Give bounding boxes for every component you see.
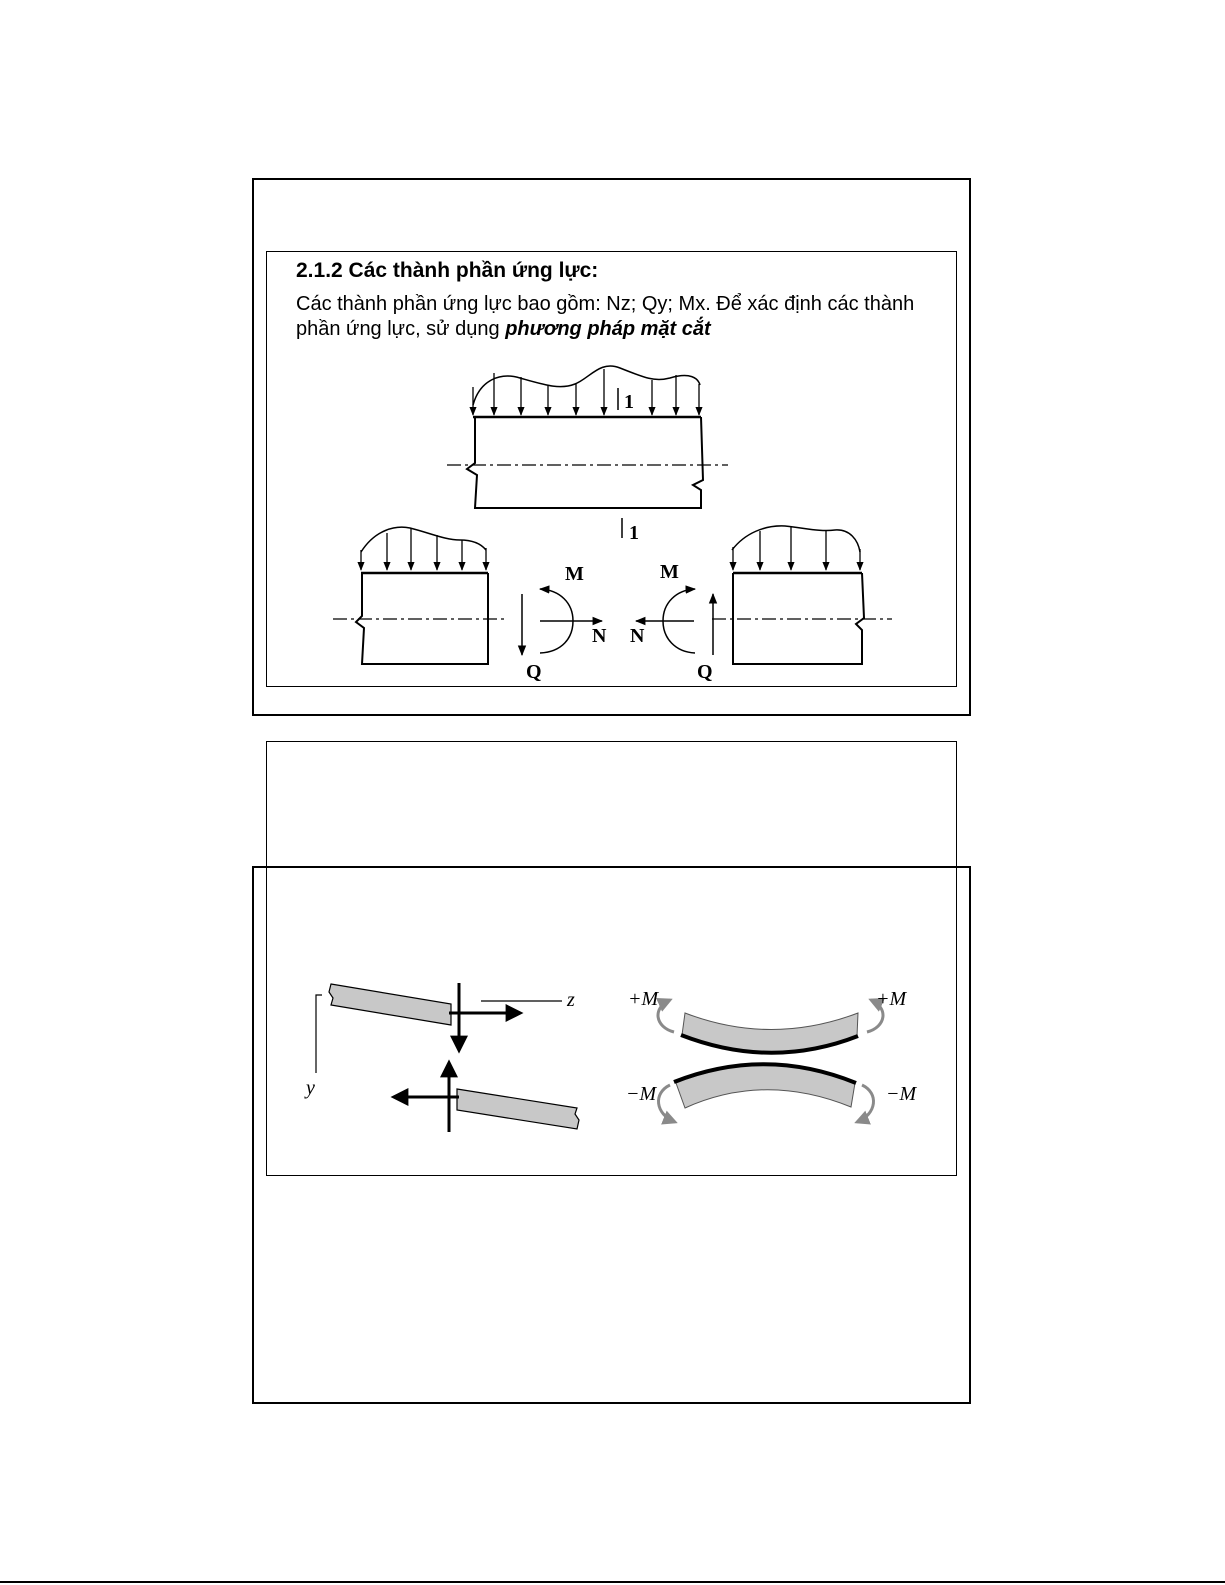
y-axis-label: y <box>306 1077 315 1099</box>
plus-m-label-left: +M <box>628 988 659 1010</box>
minus-m-arrow-left <box>659 1085 675 1122</box>
y-axis <box>316 995 322 1073</box>
moment-label-left: M <box>565 563 584 585</box>
normal-label-right: N <box>630 625 645 647</box>
normal-label-left: N <box>592 625 607 647</box>
section-heading: 2.1.2 Các thành phần ứng lực: <box>296 259 599 282</box>
plus-m-arrow-left <box>658 1000 674 1032</box>
minus-m-label-left: −M <box>626 1083 657 1105</box>
section-label-top: 1 <box>624 391 634 413</box>
shear-sign-left <box>316 983 579 1132</box>
moment-label-right: M <box>660 561 679 583</box>
page-bottom-rule <box>0 1581 1225 1583</box>
minus-m-label-right: −M <box>886 1083 917 1105</box>
intro-text: Các thành phần ứng lực bao gồm: Nz; Qy; Mx. Để xác định các thành phần ứng lực, sử dụng <box>296 293 915 340</box>
positive-moment-beam <box>682 1013 858 1053</box>
plus-m-label-right: +M <box>876 988 907 1010</box>
section-label-bottom: 1 <box>629 522 639 544</box>
shear-label-left: Q <box>526 661 542 683</box>
method-emphasis: phương pháp mặt cắt <box>505 318 711 340</box>
moment-sign-right <box>658 1000 883 1122</box>
beam-segment-lower <box>457 1089 579 1129</box>
minus-m-arrow-right <box>857 1085 873 1122</box>
z-axis-label: z <box>567 989 575 1011</box>
beam-segment-upper <box>329 984 451 1025</box>
shear-label-right: Q <box>697 661 713 683</box>
